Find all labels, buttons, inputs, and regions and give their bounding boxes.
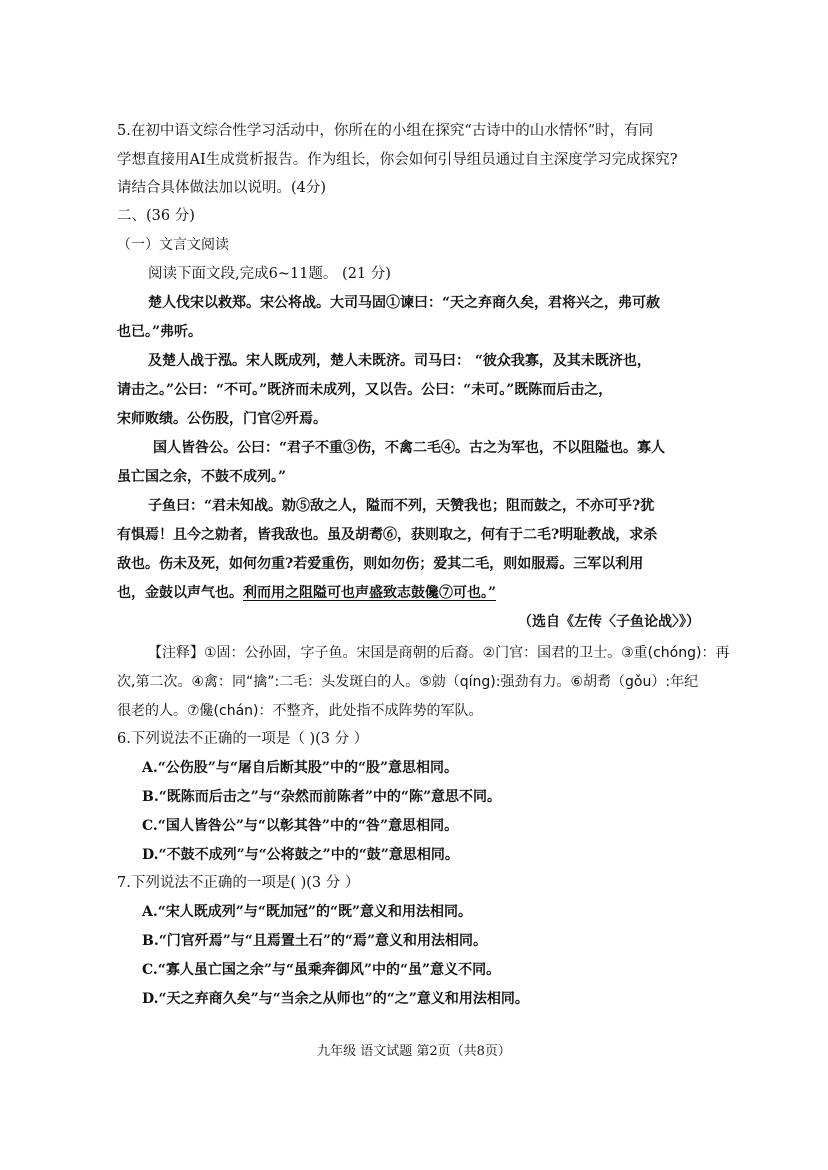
passage-p3b: 虽亡国之余，不鼓不成列。” [117,469,287,485]
passage-p4d [117,583,496,603]
notes-line3: 很老的人。⑦儳(chán)：不整齐，此处指不成阵势的军队。 [117,703,483,719]
q6-option-b: B.“既陈而后击之”与“杂然而前陈者”中的“陈”意思不同。 [142,789,502,805]
q5-line2: 学想直接用AI生成赏析报告。作为组长，你会如何引导组员通过自主深度学习完成探究? [117,152,678,168]
passage-p4c: 敌也。伤未及死，如何勿重?若爱重伤，则如勿伤；爱其二毛，则如服焉。三军以利用 [117,556,644,572]
q7-option-c: C.“寡人虽亡国之余”与“虽乘奔御风”中的“虽”意义不同。 [142,962,501,978]
passage-p1b: 也已。”弗听。 [117,324,203,340]
q6-option-a: A.“公伤股”与“屠自后断其股”中的“股”意思相同。 [142,760,459,776]
passage-p2c: 宋师败绩。公伤股，门官②歼焉。 [117,411,327,427]
part1-heading: （一）文言文阅读 [117,237,229,253]
page-footer: 九年级 语文试题 第2页（共8页） [317,1044,511,1059]
q6-option-d: D.“不鼓不成列”与“公将鼓之”中的“鼓”意思相同。 [142,847,459,863]
q7-option-a: A.“宋人既成列”与“既加冠”的“既”意义和用法相同。 [142,904,473,920]
q7-stem: 7.下列说法不正确的一项是( )(3 分 ） [117,875,360,891]
q7-option-b: B.“门官歼焉”与“且焉置土石”的“焉”意义和用法相同。 [142,933,488,949]
passage-p4b: 有惧焉！且今之勍者，皆我敌也。虽及胡耉⑥，获则取之，何有于二毛?明耻教战，求杀 [117,527,658,543]
passage-p4a: 子鱼曰：“君未知战。勍⑤敌之人，隘而不列，天赞我也；阻而鼓之，不亦可乎?犹 [148,498,655,514]
q5-line3: 请结合具体做法加以说明。(4分) [117,180,327,196]
passage-p1a: 楚人伐宋以救郑。宋公将战。大司马固①谏曰：“天之弃商久矣，君将兴之，弗可赦 [148,295,661,311]
passage-p2a: 及楚人战于泓。宋人既成列，楚人未既济。司马曰： “彼众我寡，及其未既济也， [148,353,651,369]
passage-p3a: 国人皆咎公。公曰：“君子不重③伤，不禽二毛④。古之为军也，不以阻隘也。寡人 [153,440,666,456]
passage-p4d-plain: 也，金鼓以声气也。 [117,585,243,601]
q7-option-d: D.“天之弃商久矣”与“当余之从师也”的“之”意义和用法相同。 [142,991,529,1007]
passage-p2b: 请击之。”公曰：“不可。”既济而未成列，又以告。公曰：“未可。”既陈而后击之， [117,382,613,398]
notes-line2: 次,第二次。④禽：同“擒”:二毛：头发斑白的人。⑤勍（qíng):强劲有力。⑥胡耉（gǒu）:年纪 [117,674,699,690]
passage-source: （选自《左传〈子鱼论战〉》） [518,614,700,630]
part1-instruction: 阅读下面文段,完成6~11题。 (21 分) [148,266,391,282]
q6-option-c: C.“国人皆咎公”与“以彰其咎”中的“咎”意思相同。 [142,818,459,834]
q5-line1: 5.在初中语文综合性学习活动中，你所在的小组在探究“古诗中的山水情怀”时，有同 [117,123,654,139]
section2-heading: 二、(36 分) [117,208,195,224]
notes-line1: 【注释】①固：公孙固，字子鱼。宋国是商朝的后裔。②门官：国君的卫士。③重(chóng)：再 [148,645,730,661]
passage-p4d-underlined: 利而用之阻隘可也声盛致志鼓儳⑦可也。” [243,585,497,601]
q6-stem: 6.下列说法不正确的一项是（ )(3 分 ） [117,731,369,747]
